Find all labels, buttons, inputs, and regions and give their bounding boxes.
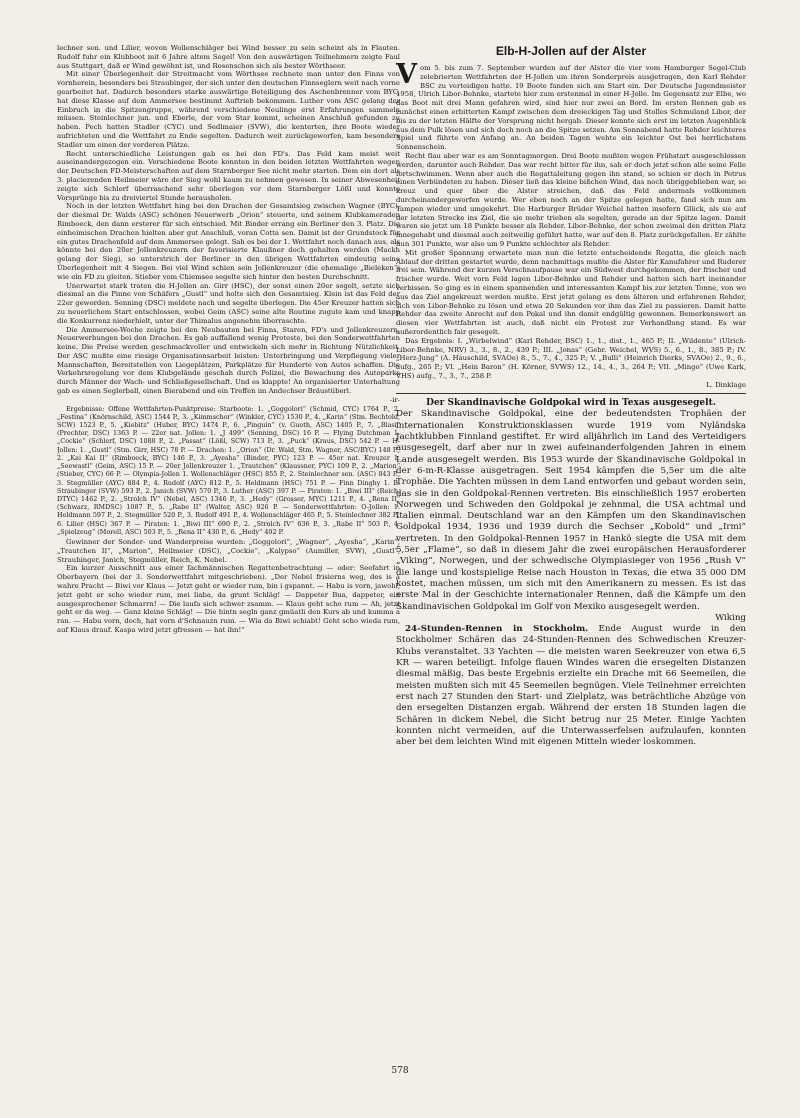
- author-signature: L. Dinklage: [706, 380, 746, 389]
- paragraph-text: om 5. bis zum 7. September wurden auf der Alster die vier vom Hamburger Segel-Club zelebrierten Wettfahrten der H-Jollen um ihren Sonderpreis ausgetragen, den Karl Rehder BSC zu verteidigen hatte. 19 Boote fanden sich am Start ein. Der Deutsche Jugendmeister 1958, Ulrich Libor-Behnke, startete hier zum erstenmal in einer H-Jolle. Im Gegensatz zur Elbe, wo das Boot mit drei Mann gefahren wird, sind hier nur zwei an Bord. Im ersten Rennen gab es zunächst einen erbitterten Kampf zwischen dem dreieckigen Tag und Stolles Schmuland Libor, der bis zu der letzten Hälfte der Vorsprung nicht hergab. Dieser konnte sich erst im letzten Augenblick aus dem Pulk lösen und sich doch noch an die Spitze setzen. Am Sonnabend hatte Rehder leichteres Spiel und führte von Anfang an. An beiden Tagen wehte ein leichter Ost bei herrlichstem Sonnenschein.: [396, 64, 746, 152]
- section-title: 24-Stunden-Rennen in Stockholm.: [405, 624, 589, 635]
- left-column: [57, 44, 400, 1064]
- page-number: 578: [391, 1066, 409, 1076]
- paragraph: Der Skandinavische Goldpokal, eine der bedeutendsten Trophäen der internationalen Konstruktionsklassen wurde 1919 vom Nyländska Jachtklubben Finnland gestiftet. Er wird alljährlich im Land des Verteidigers ausgesegelt, darf aber nur in zwei aufeinanderfolgenden Jahren in einem Lande ausgesegelt werden. Bis 1953 wurde der Skandinavische Goldpokal in der 6-m-R-Klasse ausgetragen. Seit 1954 kämpfen die 5,5er um die alte Trophäe. Die Yachten müssen in dem Land entworfen und gebaut worden sein, das sie in den Goldpokal-Rennen vertreten. Bis einschließlich 1957 eroberten Norwegen und Schweden den Goldpokal je zehnmal, die USA achtmal und Italien einmal. Deutschland war an den Kämpfen um den Skandinavischen Goldpokal 1934, 1936 und 1939 durch die Sechser „Kobold“ und „Irmi“ vertreten. In den Goldpokal-Rennen 1957 in Hankö siegte die USA mit dem 5,5er „Flame“, so daß in diesem Jahr die zwei europäischen Herausforderer „Viking“, Norwegen, und der schwedische Olympiasieger von 1956 „Rush V“ die lange und kostspielige Reise nach Houston in Texas, die etwa 35 000 DM kostet, machen müssen, um sich mit den Amerikanern zu messen. Es ist das erste Mal in der Geschichte internationaler Rennen, daß die Kämpfe um den Skandinavischen Goldpokal im Golf von Mexiko ausgesegelt werden.: [396, 409, 746, 612]
- paragraph: [396, 59, 746, 152]
- paragraph: [396, 624, 746, 748]
- drop-cap: V: [396, 59, 417, 90]
- paragraph: Unerwartet stark traten die H-Jollen an. Girr (HSC), der sonst einen 20er segelt, setzte sich diesmal an die Pinne von Schäfers „Gustl“ und holte sich den Gesamtsieg. Klein ist das Feld der 22er geworden. Senning (DSC) meldete nach und segelte überlegen. Die 45er Kreuzer hatten sich zu neuerlichem Start entschlossen, wobei Geim (ASC) seine alte Routine zugute kam und knapp die Konkurrenz niederhielt, unter der Thimalus angenehm überraschte.: [57, 281, 400, 325]
- paragraph: Recht unterschiedliche Leistungen gab es bei den FD's. Das Feld kam meist weit auseinandergezogen ein. Verschiedene Boote konnten in den beiden letzten Wettfahrten wegen der Deutschen FD-Meisterschaften auf dem Starnberger See nicht mehr starten. Dem ein dort als 3. placierenden Heilmeier wäre der Sieg wohl kaum zu nehmen gewesen. In seiner Abwesenheit zeigte sich Schlerf überraschend sehr überlegen vor dem Starnberger Lößl und konnte Vorsprünge bis zu dreiviertel Stunde herausholen.: [57, 149, 400, 202]
- section-title: Der Skandinavische Goldpokal wird in Texas ausgesegelt.: [396, 393, 746, 409]
- paragraph: Noch in der letzten Wettfahrt hing bei den Drachen der Gesamtsieg zwischen Wagner (BYC), der diesmal Dr. Walds (ASC) schönen Neuerwerb „Orion“ steuerte, und seinem Klubkameraden Rimboeck, den dann ersterer für sich entschied. Mit Binder errang ein Berliner den 3. Platz. Die einheimischen Drachen hielten aber gut Anschluß, voran Cotta sen. Damit ist der Grundstock für ein gutes Drachenfeld auf dem Ammersee gelegt. Sah es bei der 1. Wettfahrt noch danach aus, als könnte bei den 20er Jollenkreuzern der favorisierte Klaußner doch gehalten werden (Mackh gelang der Sieg), so unterstrich der Berliner in den übrigen Wettfahrten eindeutig seine Überlegenheit mit 4 Siegen. Bei viel Wind schien sein Jollenkreuzer (die ehemalige „Bieleken“) wie ein FD zu gleiten. Stieber vom Chiemsee segelte sich hinter den besten Durchschnitt.: [57, 202, 400, 281]
- paragraph: Mit großer Spannung erwartete man nun die letzte entscheidende Regatta, die gleich nach Ablauf der dritten gestartet wurde, denn nachmittags mußte die Alster für Kanufahrer und Ruderer frei sein. Während der kurzen Verschnaufpause war ein Südwest durchgekommen, der frischer und frischer wurde. Weit vorn Feld lagen Libor-Behnke und Rehder und hatten sich hart ineinander verbissen. So ging es in einem spannenden und interessanten Kampf bis zur letzten Tonne, von wo aus das Ziel angekreuzt werden mußte. Erst jetzt gelang es dem älteren und erfahrenen Rehder, sich von Libor-Behnke zu lösen und etwa 20 Sekunden vor ihm das Ziel zu passieren. Damit hatte Rehder das zweite Anrecht auf den Pokal und ihn damit endgültig gewonnen. Bemerkenswert an diesen vier Wettfahrten ist auch, daß nicht ein Protest zur Verhandlung stand. Es war außerordentlich fair gesegelt.: [396, 248, 746, 336]
- paragraph: Gewinner der Sonder- und Wanderpreise wurden: „Goggolori“, „Wagner“, „Ayesha“, „Karin“, „Trautchen II“, „Marion“, Heilmeier (DSC), „Cockie“, „Kalypso“ (Aumiller, SVW), „Gustl“, Straubinger, Janich, Stegmüller, Reich, K. Nebel.: [57, 537, 400, 564]
- paragraph: Ein kurzer Ausschnitt aus einer fachmännischen Regattenbetrachtung — oder: Seefahrt in Oberbayern (bei der 3. Sonderwettfahrt mitgeschrieben). „Der Nebel frisierns weg, des is a wahre Pracht — Biwi vor Klaus — Jetzt geht er wieder rum, bin i gspannt. — Habu is vorn, jawohl, jetzt geht er scho wieder rum, mei liaba, da grunt Schläg! — Dappeter Bua, dappeter, ein ausgesprochener Schmarrn! — Die laufa sich schwer zsamm. — Klaus geht scho rum — Ah, jetzt geht er da weg. — Ganz kleine Schläg! — Die hintn segln ganz gmüatli den Kurs ab und kumma a ran. — Habu vorn, doch, hat vorn d'Schnauzn rum. — Wia da Biwi schiabt! Geht scho wieda rum, auf Klaus drauf. Kaspa wird jetzt gfressen — hat ihn!“: [57, 564, 400, 634]
- right-column: [396, 44, 746, 1062]
- results-paragraph: Das Ergebnis: I. „Wirbelwind“ (Karl Rehder, BSC) 1., 1., dist., 1., 465 P.; II. „Wildente“ (Ulrich-Libor-Behnke, NRV) 3., 3., 8., 2., 439 P.; III. „Jonas“ (Gebr. Weichel, WVS) 5., 6., 1., 8., 385 P.; IV. „Herz-Jung“ (A. Hauschild, SVAOe) 8., 5., 7., 4., 325 P.; V. „Bulli“ (Heinrich Dierks, SVAOe) 2., 9., 6., aufg., 265 P.; VI. „Hein Baron“ (H. Körner, SVWS) 12., 14., 4., 3., 264 P.; VII. „Mingo“ (Uwe Kark, VHS) aufg., 7., 3., 7., 258 P.: [396, 336, 746, 380]
- results-paragraph: Ergebnisse: Offene Wettfahrten-Punktpreise: Starboote: 1. „Goggolori“ (Schmid, CYC) 1764 P., 2. „Festina“ (Knörnschild, ASC) 1544 P., 3. „Kimmschor“ (Winkler, CYC) 1530 P., 4. „Karin“ (Stm. Bechtold, SCW) 1523 P., 5. „Kiebitz“ (Huber, BYC) 1474 P., 6. „Pinguin“ (v. Guoth, ASC) 1405 P., 7. „Blasi“ (Prechter, DSC) 1363 P. — 22er nat. Jollen: 1. „J 499“ (Senning, DSC) 16 P. — Flying Dutchman 1. „Cockie“ (Schlerf, DSC) 1088 P., 2. „Passat“ (Lößl, SCW) 713 P., 3. „Puck“ (Kraus, DSC) 542 P. — H-Jollen: 1. „Gustl“ (Stm. Girr, HSC) 78 P. — Drachen: 1. „Orion“ (Dr. Wald, Stm. Wagner, ASC/BYC) 148 P., 2. „Kai Kai II“ (Rimboeck, BYC) 146 P., 3. „Ayesha“ (Binder, PYC) 123 P. — 45er nat. Kreuzer 1. „Seewastl“ (Geim, ASC) 15 P. — 20er Jollenkreuzer 1. „Trautchen“ (Klaussner, PYC) 109 P., 2. „Marion“ (Stieber, CYC) 66 P. — Olympia-Jollen 1. Wollenschläger (HSC) 855 P., 2. Steinlechner sen. (ASC) 843 P., 3. Stegmüller (AYC) 884 P., 4. Rudolf (AYC) 812 P., 5. Heldmann (HSC) 751 P. — Finn Dinghy 1. B. Straubinger (SVW) 593 P., 2. Janich (SVW) 570 P., 3. Luther (ASC) 397 P. — Piraten: 1. „Biwi III“ (Reich, DTYC) 1462 P., 2. „Strolch IV“ (Nebel, ASC) 1346 P., 3. „Hedy“ (Grosser, MYC) 1211 P., 4. „Rena II“ (Schwarz, RMDSC) 1087 P., 5. „Rabe II“ (Walter, ASC) 926 P. — Sonderwettfahrten: O-Jollen: 1. Heldmann 597 P., 2. Stegmüller 520 P., 3. Rudolf 491 P., 4. Wollenschläger 465 P., 5. Steinlechner 382 P., 6. Lilier (HSC) 367 P. — Piraten: 1. „Biwi III“ 690 P., 2. „Strolch IV“ 636 P., 3. „Rabe II“ 503 P., 4. „Spielzeug“ (Morell, ASC) 503 P., 5. „Rena II“ 430 P., 6. „Hedy“ 402 P.: [57, 404, 400, 536]
- paragraph: Mit einer Überlegenheit der Streitmacht vom Wörthsee rechnete man unter den Finns von vornherein, besonders bei Straubinger, der sich unter den deutschen Finnseglern weit nach vorne gearbeitet hat. Dadurch besonders starke auswärtige Beteiligung des Aschenbrenner vom BYC, hat diese Klasse auf dem Ammersee bestimmt Auftrieb bekommen. Luther vom ASC gelang der Einbruch in die Spitzengruppe, während verschiedene Neulinge erst Erfahrungen sammeln müssen. Steinlechner jun. und Eberle, der vom Star kommt, scheinen Anschluß gefunden zu haben. Pech hatten Stadler (CYC) und Sedlmaier (SVW), die kenterten, ihre Boote wieder aufrichteten und die Wettfahrt zu Ende segelten. Dadurch weit zurückgeworfen, kam besonders Stadler um einen der vorderen Plätze.: [57, 70, 400, 149]
- article-title: Elb-H-Jollen auf der Alster: [495, 44, 647, 58]
- paragraph: lechner sen. und Lilier, wovon Wollenschläger bei Wind besser zu sein scheint als in Flauten. Rudolf fuhr ein Klubboot mit 6 Jahre altem Segel! Von den auswärtigen Teilnehmern zeigte Faul aus Stuttgart, daß er Wind gewöhnt ist, und Rosenschon sich als bester Wörthseer.: [57, 44, 400, 70]
- author-signature: -ir-: [389, 395, 400, 404]
- author-signature: Wiking: [715, 612, 746, 623]
- paragraph: Recht flau aber war es am Sonntagmorgen. Drei Boote mußten wegen Frühstart ausgeschlossen werden, darunter auch Rehder. Das war recht bitter für ihn, sah er doch jetzt schon alle seine Felle fortschwimmen. Wenn aber auch die Regattaleitung gegen ihn stand, so schien er doch in Petrus einen Verbündeten zu haben. Dieser ließ das kleine bißchen Wind, das noch übriggeblieben war, so kreuz und quer über die Alster streichen, daß das Feld andermals vollkommen durcheinandergeworfen wurde. Wer eben noch an der Spitze gelegen hatte, fand sich nun am Tampen wieder und umgekehrt. Die Harburger Brüder Weichel hatten insofern Glück, als sie auf der letzten Strecke ins Ziel, die sie mehr trieben als segelten, gerade an der Spitze lagen. Damit waren sie jetzt um 18 Punkte besser als Rehder. Libor-Behnke, der schon zweimal den dritten Platz innegehabt und diesmal auch zeitweilig geführt hatte, war auf den 8. Platz zurückgefallen. Er zählte nun 301 Punkte, war also um 9 Punkte schlechter als Rehder.: [396, 151, 746, 248]
- paragraph: Die Ammersee-Woche zeigte bei den Neubauten bei Finns, Staren, FD's und Jollenkreuzern, Neuerwerbungen bei den Drachen. Es gab auffallend wenig Proteste, bei den Sonderwettfahrten keine. Die Preise werden geschmackvoller und entwickeln sich mehr in Richtung Nützlichkeit. Der ASC mußte eine riesige Organisationsarbeit leisten: Unterbringung und Verpflegung vieler Mannschaften, Bereitstellen von Liegeplätzen, Parkplätze für Hunderte von Autos schaffen. Die Verkehrsregelung vor dem Klubgelände geschah durch Polizei, die Bewachung des Autoparks durch Männer der Wach- und Schließgesellschaft. Und es klappte! An organisierter Unterhaltung gab es einen Seglerball, einen Bierabend und ein Treffen im Andechser Bräustüberl.: [57, 325, 400, 396]
- paragraph-text: Ende August wurde in den Stockholmer Schären das 24-Stunden-Rennen des Schwedischen Kreuzer-Klubs veranstaltet. 33 Yachten — die meisten waren Seekreuzer von etwa 6,5 KR — waren beteiligt. Infolge flauen Windes waren die ersegelten Distanzen diesmal mäßig. Das beste Ergebnis erzielte ein Drache mit 66 Seemeilen, die meisten mußten sich mit 45 Seemeilen begnügen. Viele Teilnehmer erreichten erst nach 27 Stunden den Start- und Zielplatz, was beträchtliche Abzüge von den ersegelten Distanzen ergab. Während der ersten 18 Stunden lagen die Schären in dickem Nebel, die Sicht betrug nur 25 Meter. Einige Yachten konnten nicht vermeiden, auf die Unterwasserfelsen aufzulaufen, konnten aber bei dem leichten Wind mit eigenen Mitteln wieder loskommen.: [396, 624, 746, 748]
